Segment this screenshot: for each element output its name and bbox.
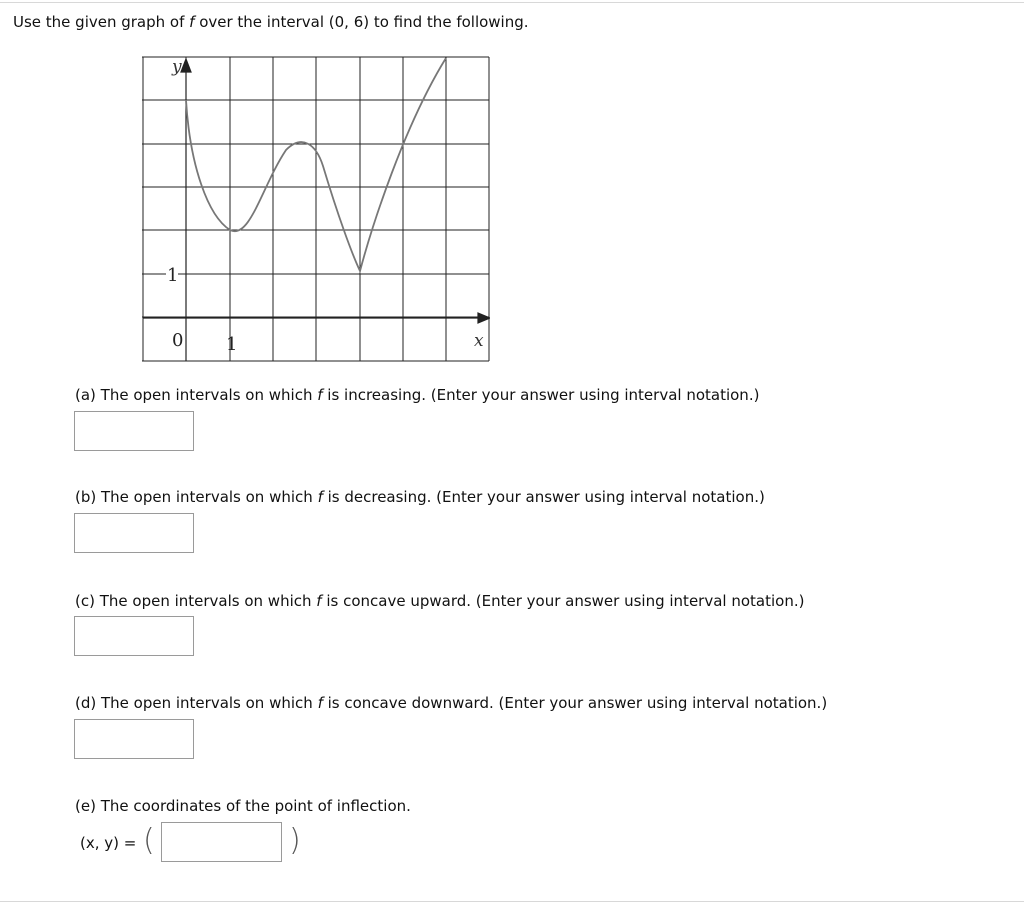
x-axis-label: x [474,331,484,351]
function-graph [142,56,490,362]
top-divider [0,2,1024,3]
y-axis-arrow [181,59,191,72]
answer-c-input[interactable] [74,616,194,656]
open-paren: ( [143,823,155,858]
question-d: (d) The open intervals on which f is concave downward. (Enter your answer using interval notation.) [75,694,828,712]
problem-prompt: Use the given graph of f over the interval (0, 6) to find the following. [13,13,529,31]
question-b: (b) The open intervals on which f is decreasing. (Enter your answer using interval notation.) [75,488,765,506]
origin-label: 0 [172,330,184,351]
answer-b-input[interactable] [74,513,194,553]
x-axis-arrow [478,313,490,323]
answer-a-input[interactable] [74,411,194,451]
y-axis-label: y [172,57,182,77]
question-c: (c) The open intervals on which f is concave upward. (Enter your answer using interval notation.) [75,592,805,610]
bottom-divider [0,901,1024,902]
y-tick-label: 1 [167,265,179,286]
tick-marks [182,274,230,322]
question-e: (e) The coordinates of the point of inflection. [75,797,411,815]
x-tick-label: 1 [226,334,238,355]
question-a: (a) The open intervals on which f is increasing. (Enter your answer using interval notation.) [75,386,760,404]
inflection-point-input[interactable] [161,822,282,862]
close-paren: ) [289,823,301,858]
coordinates-label: (x, y) = [80,834,137,852]
graph-grid [142,57,489,361]
answer-d-input[interactable] [74,719,194,759]
